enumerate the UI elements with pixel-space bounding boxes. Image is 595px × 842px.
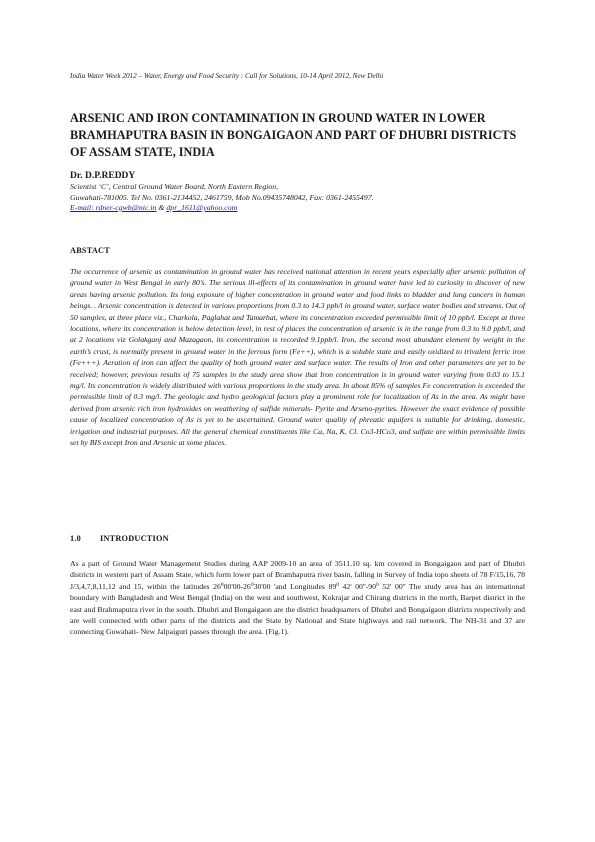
author-contact: Guwahati-781005. Tel No. 0361-2134452, 2461759, Mob No.09435748042, Fax: 0361-2455497. — [70, 192, 374, 202]
author-position: Scientist ‘C’, Central Ground Water Board, North Eastern Region, — [70, 182, 279, 191]
running-header: India Water Week 2012 – Water, Energy and Food Security : Call for Solutions, 10-14 April 2012, New Delhi — [70, 72, 384, 80]
degree-sup-1: 0 — [220, 581, 224, 588]
degree-sup-4: 0 — [376, 581, 379, 588]
paper-title: ARSENIC AND IRON CONTAMINATION IN GROUND WATER IN LOWER BRAMHAPUTRA BASIN IN BONGAIGAON AND PART OF DHUBRI DISTRICTS OF ASSAM STATE, INDIA — [70, 111, 517, 159]
intro-text-4: 42' 00''-90 — [338, 581, 377, 591]
abstract-text: The occurrence of arsenic as contamination in ground water has received national attention in recent years especially after arsenic pollution of ground water in West Bengal in early 80’s. The serious ill-effects of its contamination in ground water have led to curiosity to discover of new areas having arsenic pollution. Its long exposure of higher concentration in ground water and food links to bladder and lung cancers in human beings. . Arsenic concentration is detected in various proportions from 0.3 to 14.3 ppb/l in ground water, surface water bodies and streams. Out of 50 samples, at three place viz., Charkola, Paglahat and Tamarhat, where its concentration exceeded permissible limit of 10 ppb/l. Except at three locations, where its concentration is below detection level, in rest of places the concentration of arsenic is in the range from 0.3 to 9.0 ppb/l, and at 2 locations viz Golakganj and Mazagaon, its concentration is recorded 9.1ppb/l. Iron, the second most abundant element by weight in the earth’s crust, is normally present in ground water in the ferrous form (Fe++), which is a soluble state and easily oxidized to trivalent ferric iron (Fe+++). Aeration of iron can affect the quality of both ground water and surface water. The results of Iron and other parameters are yet to be received; however, previous results of 75 samples in the study area show that Iron concentration is in ground water varying from 0.03 to 15.1 mg/l. Its concentration is widely distributed with various proportions in the study area. In about 85% of samples Fe concentration is exceeded the permissible limit of 0.3 mg/l. The geologic and hydro geological factors play a prominent role for localization of As in the area. As might have derived from arsenic rich iron hydroxides on weathering of sulfide minerals- Pyrite and Arseno-pyrites. However the exact evidence of possible cause of localized concentration of As is yet to be ascertained. Ground water quality of phreatic aquifers is suitable for drinking, domestic, irrigation and industrial purposes. All the general chemical constituents like Ca, Na, K, Cl. Co3-HCo3, and sulfate are within permissible limits set by BIS except Iron and Arsenic at some places. — [70, 267, 525, 448]
email-link-1[interactable]: E-mail: rdner-cgwb@nic.in — [70, 203, 157, 212]
section-title: INTRODUCTION — [100, 534, 169, 543]
introduction-text — [70, 558, 525, 638]
author-name: Dr. D.P.REDDY — [70, 171, 136, 181]
intro-text-1: As a part of Ground Water Management Studies during AAP 2009-10 an area of 3511.10 sq. km covered in Bongaigaon and part of Dhubri districts in western part of Assam State, which form lower part of Bramhaputra river basin, falling in Survey of India topo sheets of 78 F/15,16, 78 J/3,4,7,8,11,12 and 15, within the latitudes 26 — [70, 559, 525, 591]
author-block — [70, 170, 525, 214]
degree-sup-2: 0 — [250, 581, 254, 588]
email-separator: & — [156, 203, 167, 212]
degree-sup-3: 0 — [336, 581, 339, 588]
intro-text-2: 00'00-26 — [223, 581, 251, 591]
introduction-heading — [70, 534, 169, 543]
author-emails — [70, 203, 525, 214]
abstract-heading: ABSTACT — [70, 246, 110, 255]
intro-text-3: 30'00 'and Longitudes 89 — [253, 581, 337, 591]
section-number: 1.0 — [70, 534, 81, 543]
intro-text-5: 52' 00'' The study area has an international boundary with Bangladesh and West Bengal (India) on the west and southwest, Kokrajar and Chirang districts in the north, Barpet district in the east and Brahmaputra river in the south. Dhubri and Bongaigaon are the district headquarters of Dhubri and Bongaigaon districts respectively and are well connected with other parts of the districts and the State by National and State highways and rail network. The NH-31 and 37 are connecting Guwahati- New Jalpaiguri passes through the area. (Fig.1). — [70, 581, 526, 637]
email-link-2[interactable]: dpr_1611@yahoo.com — [166, 203, 238, 212]
